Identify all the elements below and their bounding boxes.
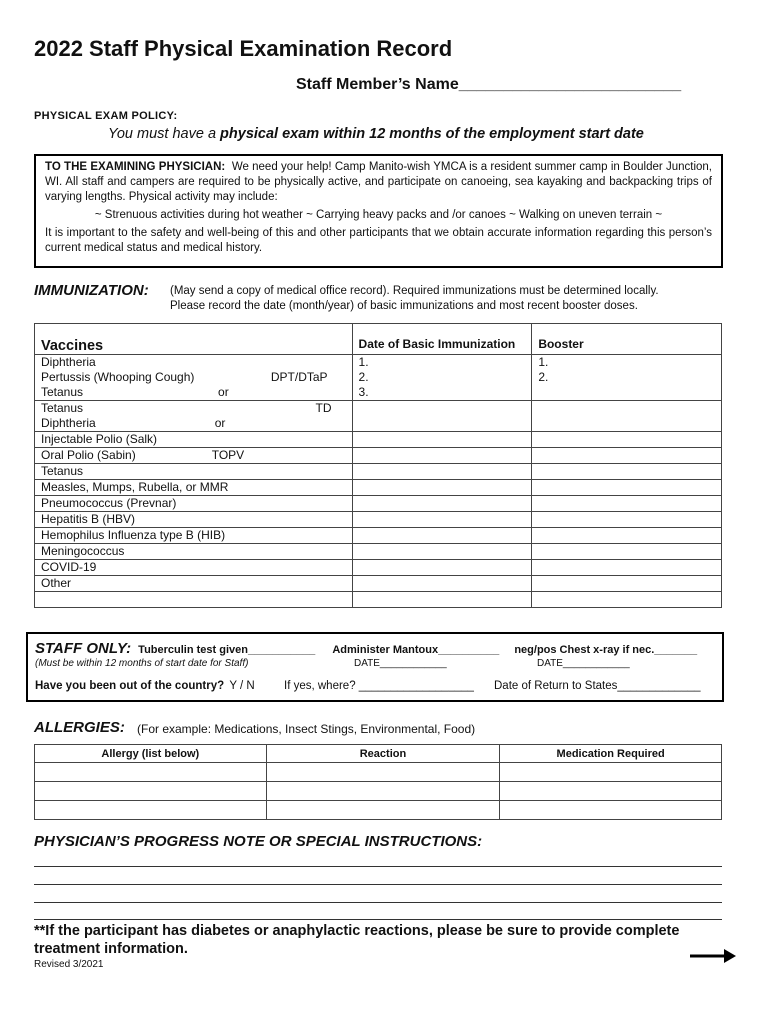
progress-note-line[interactable] (34, 919, 722, 920)
vaccine-name: Tetanus (35, 464, 353, 480)
staff-only-note: (Must be within 12 months of start date for Staff) (35, 658, 249, 669)
dpt-booster-dates[interactable] (532, 355, 722, 401)
vaccine-name: Other (35, 576, 353, 592)
vaccine-name: Hepatitis B (HBV) (35, 512, 353, 528)
ipv-booster-date[interactable] (532, 432, 722, 448)
booster-date-cell[interactable] (532, 480, 722, 496)
xray-field[interactable]: neg/pos Chest x-ray if nec._______ (514, 644, 698, 656)
page-title: 2022 Staff Physical Examination Record (34, 36, 453, 61)
policy-label: PHYSICAL EXAM POLICY: (34, 110, 178, 122)
vaccine-td-line1 (41, 401, 346, 416)
table-row (35, 464, 722, 480)
ipv-basic-date[interactable] (352, 432, 532, 448)
allergy-table-header (35, 745, 722, 763)
table-row-td (35, 401, 722, 432)
table-row-dpt (35, 355, 722, 401)
table-row (35, 801, 722, 820)
table-row-ipv (35, 432, 722, 448)
table-row (35, 560, 722, 576)
basic-date-cell[interactable] (352, 560, 532, 576)
opv-basic-date[interactable] (352, 448, 532, 464)
staff-only-box (26, 632, 724, 702)
mantoux-field[interactable]: Administer Mantoux__________ (332, 644, 500, 656)
basic-date-cell[interactable] (352, 496, 532, 512)
progress-note-line[interactable] (34, 884, 722, 885)
country-question-text: Have you been out of the country? (35, 680, 225, 692)
country-question (35, 680, 255, 692)
right-arrow-icon (690, 946, 738, 971)
booster-date-cell[interactable] (532, 512, 722, 528)
progress-note-line[interactable] (34, 902, 722, 903)
diabetes-warning: **If the participant has diabetes or anaphylactic reactions, please be sure to provide complete treatment information. (34, 923, 680, 957)
policy-text (108, 126, 644, 142)
physician-activities: ~ Strenuous activities during hot weather ~ Carrying heavy packs and /or canoes ~ Walking on uneven terrain ~ (94, 209, 663, 221)
vaccine-td-line2-text: Diphtheria (41, 416, 96, 430)
booster-date-cell[interactable] (532, 592, 722, 608)
opv-booster-date[interactable] (532, 448, 722, 464)
table-row (35, 480, 722, 496)
country-yn[interactable]: Y / N (229, 680, 255, 692)
vaccine-opv-text: Oral Polio (Sabin) (41, 448, 136, 462)
dpt-booster-2: 2. (538, 370, 549, 384)
basic-date-cell[interactable] (352, 480, 532, 496)
medication-cell[interactable] (500, 763, 722, 782)
allergy-cell[interactable] (35, 801, 267, 820)
vaccine-dpt-line3-text: Tetanus (41, 385, 84, 399)
immunization-note (170, 284, 659, 314)
vaccine-name: Hemophilus Influenza type B (HIB) (35, 528, 353, 544)
vaccine-dpt-line2 (41, 370, 346, 385)
basic-date-cell[interactable] (352, 464, 532, 480)
where-field[interactable]: If yes, where? __________________ (284, 680, 474, 692)
progress-note-label: PHYSICIAN’S PROGRESS NOTE OR SPECIAL INSTRUCTIONS: (34, 833, 483, 850)
vaccine-opv-code: TOPV (211, 448, 245, 462)
table-row (35, 544, 722, 560)
physician-intro: We need your help! Camp Manito-wish YMCA is a resident summer camp in Boulder Junction, WI. All staff and campers are required to be physically active, and participate on canoeing, sea kayaking and backpacking trips of varying lengths. Physical activity may include: (45, 161, 713, 203)
progress-note-line[interactable] (34, 866, 722, 867)
vaccine-td (35, 401, 353, 432)
vaccine-td-or: or (214, 416, 226, 430)
basic-date-cell[interactable] (352, 592, 532, 608)
vaccine-dpt-line1: Diphtheria (41, 355, 96, 369)
vaccine-table (34, 323, 722, 608)
dpt-booster-1: 1. (538, 355, 549, 369)
table-row (35, 782, 722, 801)
dpt-basic-1: 1. (358, 355, 369, 369)
vaccine-dpt (35, 355, 353, 401)
immunization-note-line2: Please record the date (month/year) of basic immunizations and most recent booster doses. (170, 300, 638, 312)
vaccine-name: Measles, Mumps, Rubella, or MMR (35, 480, 353, 496)
booster-date-cell[interactable] (532, 560, 722, 576)
immunization-note-line1: (May send a copy of medical office record). Required immunizations must be determined locally. (170, 285, 659, 297)
vaccine-dpt-code: DPT/DTaP (270, 370, 328, 384)
table-row (35, 763, 722, 782)
medication-cell[interactable] (500, 801, 722, 820)
vaccine-dpt-line2-text: Pertussis (Whooping Cough) (41, 370, 195, 384)
vaccine-td-line2 (41, 416, 346, 431)
col-vaccines: Vaccines (35, 324, 353, 355)
table-row (35, 496, 722, 512)
basic-date-cell[interactable] (352, 512, 532, 528)
revision-date: Revised 3/2021 (34, 959, 104, 970)
booster-date-cell[interactable] (532, 528, 722, 544)
vaccine-name: COVID-19 (35, 560, 353, 576)
physician-notice-box (34, 154, 723, 268)
vaccine-name: Meningococcus (35, 544, 353, 560)
mantoux-date-field[interactable]: DATE____________ (354, 658, 447, 669)
booster-date-cell[interactable] (532, 496, 722, 512)
reaction-cell[interactable] (266, 782, 500, 801)
physician-closing: It is important to the safety and well-being of this and other participants that we obtain accurate information regarding this person’s current medical status and medical history. (45, 227, 712, 254)
vaccine-td-code: TD (315, 401, 332, 415)
vaccine-table-header (35, 324, 722, 355)
vaccine-td-line1-text: Tetanus (41, 401, 84, 415)
booster-date-cell[interactable] (532, 544, 722, 560)
col-booster: Booster (532, 324, 722, 355)
reaction-cell[interactable] (266, 763, 500, 782)
booster-date-cell[interactable] (532, 464, 722, 480)
table-row (35, 512, 722, 528)
policy-text-bold: physical exam within 12 months of the employment start date (220, 126, 644, 142)
basic-date-cell[interactable] (352, 544, 532, 560)
vaccine-dpt-line3 (41, 385, 346, 400)
basic-date-cell[interactable] (352, 528, 532, 544)
staff-name-field[interactable]: Staff Member’s Name_________________________ (296, 76, 682, 93)
col-basic-immunization: Date of Basic Immunization (352, 324, 532, 355)
allergies-label: ALLERGIES: (34, 719, 125, 736)
dpt-basic-3: 3. (358, 385, 369, 399)
immunization-label: IMMUNIZATION: (34, 282, 149, 299)
vaccine-opv (35, 448, 353, 464)
allergy-cell[interactable] (35, 763, 267, 782)
basic-date-cell[interactable] (352, 576, 532, 592)
table-row (35, 576, 722, 592)
vaccine-dpt-or: or (218, 385, 229, 399)
tb-test-field[interactable]: Tuberculin test given___________ (138, 644, 316, 656)
dpt-basic-dates[interactable] (352, 355, 532, 401)
policy-text-prefix: You must have a (108, 126, 221, 142)
staff-only-row (35, 640, 697, 657)
staff-only-label: STAFF ONLY: (35, 640, 132, 657)
dpt-basic-2: 2. (358, 370, 369, 384)
td-basic-dates[interactable] (352, 401, 532, 432)
allergy-cell[interactable] (35, 782, 267, 801)
td-booster-dates[interactable] (532, 401, 722, 432)
vaccine-name: Pneumococcus (Prevnar) (35, 496, 353, 512)
table-row (35, 528, 722, 544)
col-medication: Medication Required (500, 745, 722, 763)
allergy-table (34, 744, 722, 820)
vaccine-name-blank[interactable] (35, 592, 353, 608)
col-reaction: Reaction (266, 745, 500, 763)
table-row-opv (35, 448, 722, 464)
medication-cell[interactable] (500, 782, 722, 801)
physician-heading: TO THE EXAMINING PHYSICIAN: (45, 161, 226, 173)
vaccine-ipv: Injectable Polio (Salk) (35, 432, 353, 448)
col-allergy: Allergy (list below) (35, 745, 267, 763)
return-date-field[interactable]: Date of Return to States_____________ (494, 680, 701, 692)
booster-date-cell[interactable] (532, 576, 722, 592)
reaction-cell[interactable] (266, 801, 500, 820)
xray-date-field[interactable]: DATE____________ (537, 658, 630, 669)
table-row-blank (35, 592, 722, 608)
allergies-note: (For example: Medications, Insect Stings, Environmental, Food) (137, 722, 476, 736)
